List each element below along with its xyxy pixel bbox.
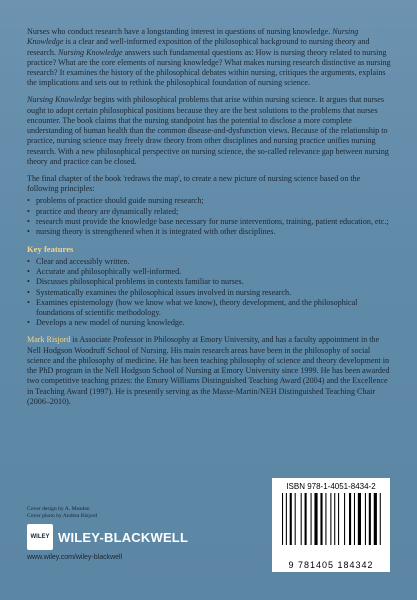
key-features-heading: Key features — [27, 243, 74, 254]
barcode-bar — [334, 493, 335, 545]
barcode-digits: 9 781405 184342 — [288, 560, 374, 570]
list-item: • research must provide the knowledge base necessary for nurse interventions, training, patient education, etc.; — [27, 217, 392, 227]
isbn-label: ISBN 978-1-4051-8434-2 — [286, 482, 376, 491]
barcode-bar — [282, 493, 283, 545]
cover-credits — [27, 506, 97, 520]
barcode-bar — [338, 493, 339, 545]
list-item: • nursing theory is strengthened when it is integrated with other disciplines. — [27, 227, 392, 237]
barcode-icon — [280, 493, 382, 557]
key-features-list — [27, 257, 392, 329]
book-title: Nursing Knowledge — [27, 27, 359, 47]
publisher-logo — [27, 524, 227, 550]
barcode-bar — [311, 493, 312, 545]
barcode-bar — [374, 493, 377, 545]
barcode-bar — [301, 493, 302, 545]
cover-photo-credit: Cover photo by Andrea Risjord — [27, 513, 98, 519]
barcode-bar — [295, 493, 296, 545]
list-item: • Develops a new model of nursing knowledge. — [27, 318, 392, 328]
barcode-bar — [325, 493, 326, 545]
barcode-bar — [354, 493, 355, 545]
list-item: • Examines epistemology (how we know what we know), theory development, and the philosophical foundations of scientific methodology. — [27, 298, 392, 319]
barcode-bar — [290, 493, 292, 545]
publisher-url: www.wiley.com/wiley-blackwell — [27, 554, 123, 561]
publisher-name: WILEY-BLACKWELL — [58, 529, 189, 545]
barcode-bar — [314, 493, 317, 545]
barcode-bar — [380, 493, 381, 545]
barcode-bar — [320, 493, 322, 545]
barcode-bar — [344, 493, 345, 545]
author-name: Mark Risjord — [27, 335, 71, 345]
book-title: Nursing Knowledge — [27, 95, 92, 105]
barcode-bar — [305, 493, 307, 545]
barcode-bar — [349, 493, 351, 545]
list-item: • Accurate and philosophically well-informed. — [27, 267, 392, 277]
list-item: • Systematically examines the philosophical issues involved in nursing research. — [27, 288, 392, 298]
back-cover-text — [27, 27, 392, 407]
third-paragraph: The final chapter of the book 'redraws the map', to create a new picture of nursing science based on the following principles: — [27, 173, 361, 194]
cover-design-credit: Cover design by A. Meaden — [27, 506, 90, 512]
book-title: Nursing Knowledge — [58, 47, 123, 57]
barcode-bar — [369, 493, 371, 545]
list-item: • Discusses philosophical problems in contexts familiar to nurses. — [27, 277, 392, 287]
isbn-barcode-box — [272, 478, 390, 572]
list-item: • problems of practice should guide nursing research; — [27, 196, 392, 206]
barcode-bar — [365, 493, 366, 545]
barcode-bar — [286, 493, 287, 545]
author-bio: Mark Risjord is Associate Professor in Philosophy at Emory University, and has a faculty appointment in the Nell Hodgson Woodruff School of Nursing. His main research areas have been in the philosophy of social science and the philosophy of medicine. He has been teaching philosophy of science and theory development in the PhD program in the Nell Hodgson School of Nursing at Emory University since 1999. He has been awarded two competitive teaching prizes: the Emory Williams Distinguished Teaching Award (2004) and the Excellence in Teaching Award (1997). He is presently serving as the Masse-Martin/NEH Distinguished Teaching Chair (2006–2010). — [27, 335, 390, 406]
list-item: • Clear and accessibly written. — [27, 257, 392, 267]
barcode-bar — [358, 493, 361, 545]
list-item: • practice and theory are dynamically related; — [27, 207, 392, 217]
barcode-bar — [330, 493, 331, 545]
intro-paragraph: Nurses who conduct research have a longstanding interest in questions of nursing knowledge. Nursing Knowledge is a clear and well-informed exposition of the philosophical background to nursing theory and research. Nursing Knowledge answers such fundamental questions as: How is nursing theory related to nursing practice? What are the core elements of nursing knowledge? What makes nursing research distinctive as nursing research? It examines the history of the philosophical debates within nursing, critiques the arguments, explains the implications and sets out to rethink the philosophical foundation of nursing science. — [27, 27, 391, 88]
wiley-logo-icon: WILEY — [27, 524, 53, 550]
second-paragraph: Nursing Knowledge begins with philosophical problems that arise within nursing science. It argues that nurses ought to adopt certain philosophical positions because they are the best solutions to the problems that nurses encounter. The book claims that the nursing standpoint has the potential to disclose a more complete understanding of human health than the common disease-and-dysfunction views. Because of the relationship to practice, nursing science may freely draw theory from other disciplines and nursing practice unifies nursing research. With a new philosophical perspective on nursing science, the so-called relevance gap between nursing theory and practice can be closed. — [27, 95, 389, 167]
principles-list — [27, 196, 392, 237]
